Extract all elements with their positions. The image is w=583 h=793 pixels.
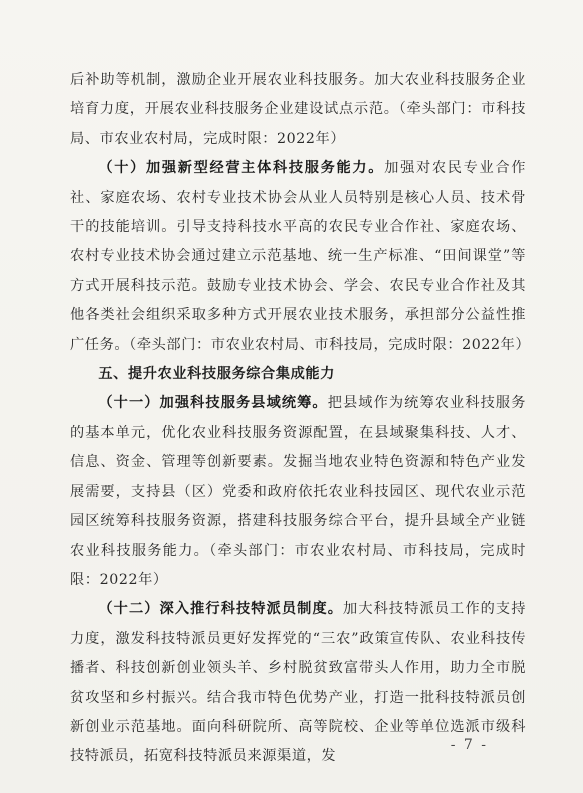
paragraph-eleven — [70, 389, 526, 595]
paragraph-ten-title: （十）加强新型经营主体科技服务能力。 — [98, 160, 385, 177]
paragraph-twelve-title: （十二）深入推行科技特派员制度。 — [98, 601, 344, 618]
paragraph-ten-body: 加强对农民专业合作社、家庭农场、农村专业技术协会从业人员特别是核心人员、技术骨干的技能培训。引导支持科技水平高的农民专业合作社、家庭农场、农村专业技术协会通过建立示范基地、统一生产标准、“田间课堂”等方式开展科技示范。鼓励专业技术协会、学会、农民专业合作社及其他各类社会组织采取多种方式开展农业技术服务，承担部分公益性推广任务。（牵头部门：市农业农村局、市科技局，完成时限：2022年） — [70, 160, 531, 353]
document-body — [70, 66, 531, 772]
paragraph-eleven-body: 把县域作为统筹农业科技服务的基本单元，优化农业科技服务资源配置，在县域聚集科技、人才、信息、资金、管理等创新要素。发掘当地农业特色资源和特色产业发展需要，支持县（区）党委和政府依托农业科技园区、现代农业示范园区统筹科技服务资源，搭建科技服务综合平台，提升县域全产业链农业科技服务能力。（牵头部门：市农业农村局、市科技局，完成时限：2022年） — [70, 395, 526, 588]
paragraph-twelve-body: 加大科技特派员工作的支持力度，激发科技特派员更好发挥党的“三农”政策宣传队、农业科技传播者、科技创新创业领头羊、乡村脱贫致富带头人作用，助力全市脱贫攻坚和乡村振兴。结合我市特色优势产业，打造一批科技特派员创新创业示范基地。面向科研院所、高等院校、企业等单位选派市级科技特派员，拓宽科技特派员来源渠道，发 — [70, 601, 527, 765]
section-heading-five: 五、提升农业科技服务综合集成能力 — [98, 366, 335, 383]
paragraph-eleven-title: （十一）加强科技服务县域统筹。 — [98, 395, 328, 412]
page-number: - 7 - — [450, 737, 488, 753]
paragraph-continuation: 后补助等机制，激励企业开展农业科技服务。加大农业科技服务企业培育力度，开展农业科技服务企业建设试点示范。（牵头部门：市科技局、市农业农村局，完成时限：2022年） — [70, 72, 526, 147]
paragraph-ten — [70, 154, 531, 360]
